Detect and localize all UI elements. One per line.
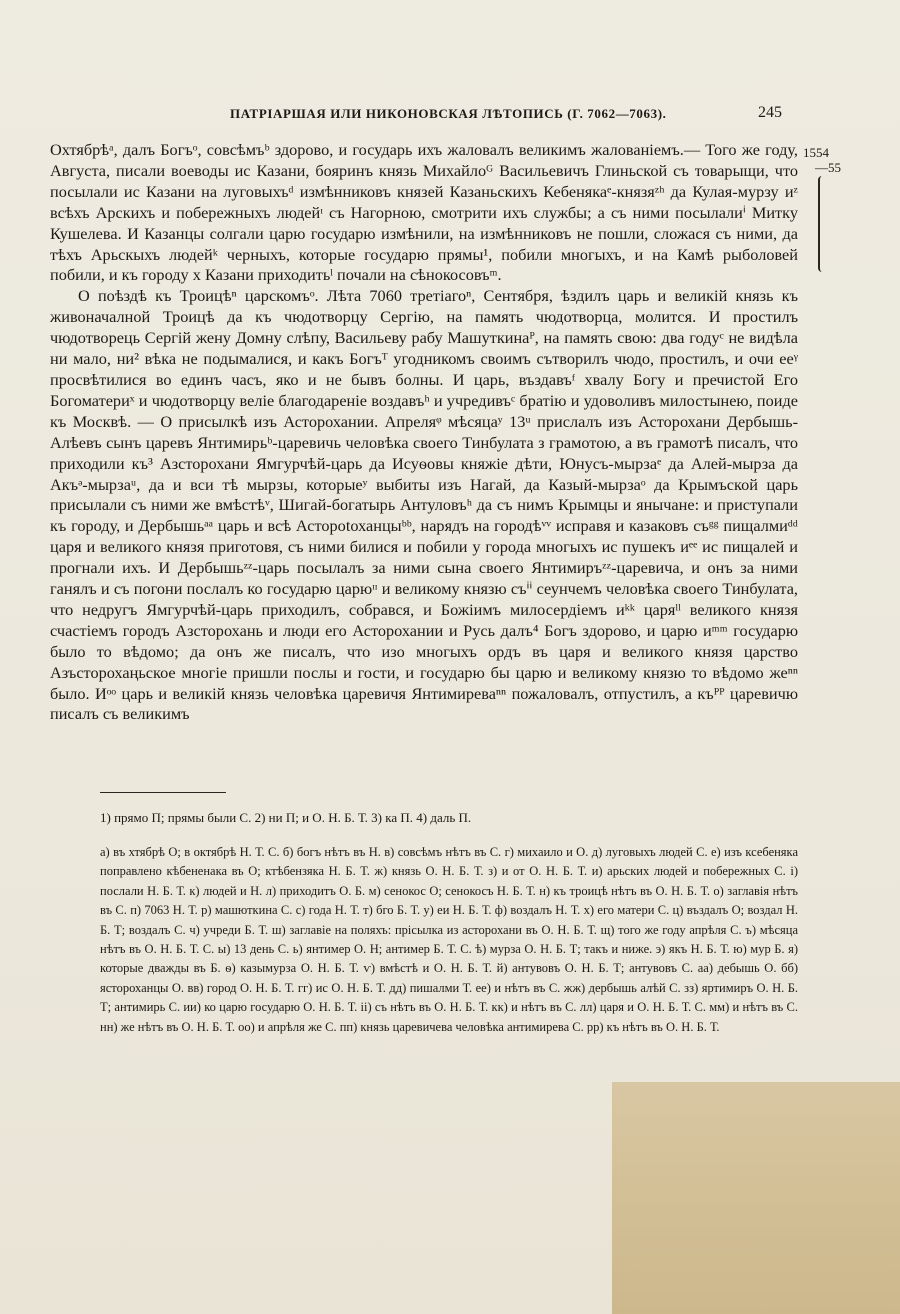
margin-year-sub: —55	[815, 160, 841, 175]
paragraph-1: Охтябрѣᵃ, далъ Богъᵒ, совсѣмъᵇ здорово, и государь ихъ жаловалъ великимъ жалованіемъ.— Того же году, Августа, писали воеводы ис Казани, бояринъ князь Михайлоᴳ Васильевичъ Глиньской съ товарыщи, что посылали ис Казани на луговыхъᵈ измѣнниковъ князей Казаньскихъ Кебенякаᵉ-князяᶻʰ да Кулая-мурзу иᶻ всѣхъ Арскихъ и побережныхъ людейᶦ съ Нагорною, смотрити ихъ службы; а съ ними посылалиⁱ Митку Кушелева. И Казанцы солгали царю государю измѣнили, на измѣнниковъ не пошли, сложася съ ними, да тѣхъ Арьскыхъ людейᵏ черныхъ, которые государю прямы¹, побили многыхъ, и на Камѣ рыболовей побили, и къ городу х Казани приходитьˡ почали на сѣнокосовъᵐ.	[50, 140, 798, 285]
paragraph-2: О поѣздѣ къ Троицѣⁿ царскомъᵒ. Лѣта 7060 третіагоⁿ, Сентября, ѣздилъ царь и великій князь къ живоначалной Троицѣ да къ чюдотворцу Сергію, на память чюдотворца, молится. И простилъ чюдотворець Сергій жену Домну слѣпу, Васильеву рабу Машуткинаᴾ, на память свою: два годуᶜ не видѣла ни мало, ни² вѣка не подымалися, и какъ Богъᵀ угодникомъ своимъ сътворилъ чюдо, простилъ, и очи ееᵞ просвѣтилися во единъ часъ, яко и не бывъ болны. И царь, въздавъᶠ хвалу Богу и пречистой Его Богоматериˣ и чюдотворцу веліе благодареніе воздавъʰ и учредивъᶜ братію и удоволивъ милостынею, поиде къ Москвѣ. — О присылкѣ изъ Асторохании. Апреляᵠ мѣсяцаʸ 13ᵘ прислалъ изъ Асторохани Дербышь-Алѣевъ сынъ царевъ Янтимирьᵇ-царевичь человѣка своего Тинбулата з грамотою, а въ грамотѣ писалъ, что приходили къ³ Азсторохани Ямгурчѣй-царь да Исуѳовы княжіе дѣти, Юнусъ-мырзаᵉ да Алей-мырза да Акъᵊ-мырзаᵘ, да и вси тѣ мырзы, которыеʸ выбиты изъ Нагай, да Казый-мырзаᵒ да Крымъской царь присылали съ ними же вмѣстѣᵛ, Шигай-богатырь Антуловъʰ да съ нимъ Крымцы и янычане: и приступали къ городу, и Дербышьᵃᵃ царь и всѣ Асторotоханцыᵇᵇ, нарядъ на городѣᵛᵛ исправя и казаковъ съᵍᵍ пищалмиᵈᵈ царя и великого князя приготовя, съ ними билися и побили у города многыхъ ис пушекъ иᵉᵉ ис пищалей и прогнали ихъ. И Дербышьᶻᶻ-царь посылалъ за ними сына своего Янтимиръᶻᶻ-царевича, и онъ за ними ганялъ и съ погони послалъ ко государю царюᶦᶦ и великому князю съⁱⁱ сеунчемъ человѣка своего Тинбулата, что недругъ Ямгурчѣй-царь приходилъ, собрався, и Божіимъ милосердіемъ иᵏᵏ царяˡˡ великого князя счастіемъ городъ Азсторохань и люди его Асторохании и Русь далъ⁴ Богъ здорово, и царю иᵐᵐ государю было то вѣдомо; да онъ же писалъ, что изо многыхъ ордъ въ царя и великого князя царство Азъсторохаңьское многіе пришли послы и гости, и государю бы царю и великому князю то вѣдомо жеⁿⁿ было. Иᵒᵒ царь и великій князь человѣка царевичя Янтимиреваⁿⁿ пожаловалъ, отпустилъ, а къᴾᴾ царевичю писалъ съ великимъ	[50, 286, 798, 724]
margin-brace	[818, 176, 826, 272]
margin-year-note	[803, 145, 853, 175]
paper-stain	[612, 1082, 900, 1314]
footnotes-numbered: 1) прямо П; прямы были С. 2) ни П; и О. Н. Б. Т. 3) ка П. 4) даль П.	[100, 810, 472, 825]
page-number: 245	[758, 104, 782, 121]
main-text	[50, 140, 798, 725]
footnotes-lettered: а) въ хтябрѣ О; в октябрѣ Н. Т. С. б) богъ нѣтъ въ Н. в) совсѣмъ нѣтъ въ С. г) михаило и О. д) луговыхъ людей С. е) изъ ксебеняка поправлено кѣбененака въ О; ктѣбензяка Н. Б. Т. ж) князь О. Н. Б. Т. з) и от О. Н. Б. Т. и) арьских людей и побережных С. і) послали Н. Б. Т. к) людей и Н. л) приходитъ О. Б. м) сенокос О; сенокосъ Н. Б. Т. н) къ троицѣ нѣтъ въ О. Н. Б. Т. о) заглавія нѣтъ въ С. п) 7063 Н. Т. р) машюткина С. с) года Н. Т. т) бго Б. Т. у) еи Н. Б. Т. ф) воздалъ Н. Т. х) его матери С. ц) въздалъ О; воздал Н. Б. Т; воздалъ С. ч) учреди Б. Т. ш) заглавіе на поляхъ: прісылка из асторохани въ О. Н. Б. Т. щ) того же году апрѣля С. ъ) мѣсяца нѣтъ въ О. Н. Б. Т. С. ы) 13 день С. ь) янтимер О. Н; антимер Б. Т. С. ѣ) мурза О. Н. Б. Т; такъ и ниже. э) якъ Н. Б. Т. ю) мур Б. я) которые дважды въ Б. ѳ) казымурза О. Н. Б. Т. ѵ) вмѣстѣ и О. Н. Б. Т. й) антувовъ О. Н. Б. Т; антувовъ С. аа) дебышь О. бб) ястороханцы О. вв) город О. Н. Б. Т. гг) ис О. Н. Б. Т. дд) пишалми Т. ее) и нѣтъ въ С. жж) дербышь алѣй С. зз) яртимиръ О. Н. Б. Т; антимирь С. ии) ко царю государю О. Н. Б. Т. іі) съ нѣтъ въ О. Н. Б. Т. кк) и нѣтъ въ С. лл) царя и О. Н. Б. Т. С. мм) и нѣтъ въ С. нн) же нѣтъ въ О. Н. Б. Т. оо) и апрѣля же С. пп) князь царевичева человѣка антимирева С. рр) къ нѣтъ въ О. Н. Б. Т.	[100, 845, 798, 1034]
footnote-rule	[100, 792, 226, 793]
margin-year: 1554	[803, 145, 829, 160]
running-title: ПАТРІАРШАЯ ИЛИ НИКОНОВСКАЯ ЛѢТОПИСЬ (Г. 7062—7063).	[230, 106, 667, 121]
